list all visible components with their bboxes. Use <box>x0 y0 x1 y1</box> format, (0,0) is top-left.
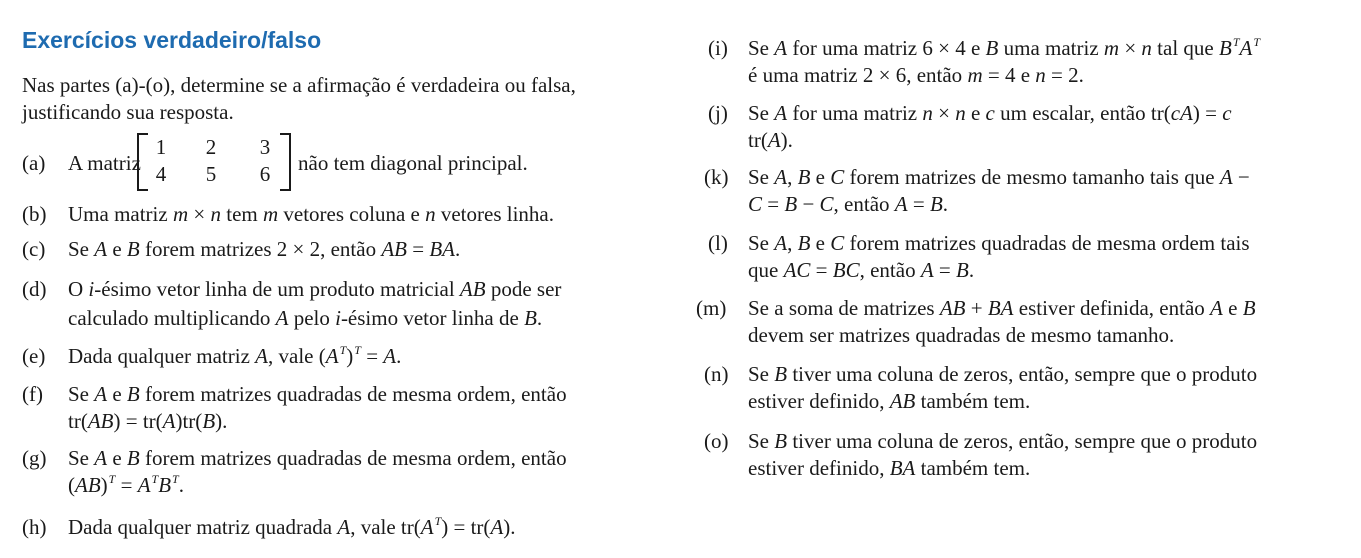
item-label-c: (c) <box>22 237 46 261</box>
item-l-line-2: que AC = BC, então A = B. <box>748 258 975 282</box>
item-label-b: (b) <box>22 202 47 226</box>
item-label-d: (d) <box>22 277 47 301</box>
item-e-text: Dada qualquer matriz A, vale $(A^T)^T = A$. <box>68 343 402 368</box>
matrix-cell: 6 <box>259 162 271 186</box>
item-l-line-1: Se A, B e C forem matrizes quadradas de mesma ordem tais <box>748 231 1250 255</box>
item-label-o: (o) <box>704 429 729 453</box>
matrix-cell: 4 <box>155 162 167 186</box>
item-f-line-2: tr(AB) = tr(A)tr(B). <box>68 409 228 433</box>
item-label-g: (g) <box>22 446 47 470</box>
item-label-n: (n) <box>704 362 729 386</box>
item-d-line-2: calculado multiplicando A pelo i-ésimo vetor linha de B. <box>68 306 543 330</box>
item-label-k: (k) <box>704 165 729 189</box>
item-b-text: Uma matriz m × n tem m vetores coluna e n vetores linha. <box>68 202 554 226</box>
item-g-line-1: Se A e B forem matrizes quadradas de mesma ordem, então <box>68 446 567 470</box>
item-m-line-1: Se a soma de matrizes AB + BA estiver definida, então A e B <box>748 296 1256 320</box>
item-i-line-1: Se A for uma matriz 6 × 4 e B uma matriz m × n tal que $B^TA^T$ <box>748 35 1261 60</box>
item-j-line-1: Se A for uma matriz n × n e c um escalar, então tr(cA) = c <box>748 101 1232 125</box>
item-label-l: (l) <box>708 231 728 255</box>
item-label-j: (j) <box>708 101 728 125</box>
item-label-e: (e) <box>22 344 46 368</box>
item-o-line-1: Se B tiver uma coluna de zeros, então, sempre que o produto <box>748 429 1258 453</box>
section-heading: Exercícios verdadeiro/falso <box>22 27 322 53</box>
matrix-2x3 <box>137 133 291 191</box>
matrix-cell: 1 <box>155 135 167 159</box>
item-a-before: A matriz <box>68 151 141 175</box>
item-i-line-2: é uma matriz 2 × 6, então m = 4 e n = 2. <box>748 63 1084 87</box>
item-label-a: (a) <box>22 151 46 175</box>
item-c-text: Se A e B forem matrizes 2 × 2, então AB = BA. <box>68 237 461 261</box>
intro-line-1: Nas partes (a)-(o), determine se a afirmação é verdadeira ou falsa, <box>22 73 576 97</box>
item-label-h: (h) <box>22 515 47 539</box>
item-m-line-2: devem ser matrizes quadradas de mesmo tamanho. <box>748 323 1175 347</box>
item-a-after: não tem diagonal principal. <box>298 151 528 175</box>
matrix-cell: 5 <box>205 162 217 186</box>
matrix-left-bracket <box>137 133 148 191</box>
intro-line-2: justificando sua resposta. <box>22 100 234 124</box>
item-k-line-2: C = B − C, então A = B. <box>748 192 949 216</box>
item-label-i: (i) <box>708 36 728 60</box>
item-g-line-2: $(AB)^T = A^TB^T$. <box>68 472 184 497</box>
item-n-line-1: Se B tiver uma coluna de zeros, então, sempre que o produto <box>748 362 1258 386</box>
item-k-line-1: Se A, B e C forem matrizes de mesmo tamanho tais que A − <box>748 165 1250 189</box>
item-d-line-1: O i-ésimo vetor linha de um produto matricial AB pode ser <box>68 277 562 301</box>
matrix-cell: 2 <box>205 135 217 159</box>
item-n-line-2: estiver definido, AB também tem. <box>748 389 1031 413</box>
matrix-right-bracket <box>280 133 291 191</box>
item-label-f: (f) <box>22 382 43 406</box>
item-h-text: Dada qualquer matriz quadrada A, vale $tr(A^T) = tr(A)$. <box>68 514 516 539</box>
matrix-cell: 3 <box>259 135 271 159</box>
item-label-m: (m) <box>696 296 727 320</box>
item-j-line-2: tr(A). <box>748 128 793 152</box>
item-o-line-2: estiver definido, BA também tem. <box>748 456 1031 480</box>
item-f-line-1: Se A e B forem matrizes quadradas de mesma ordem, então <box>68 382 567 406</box>
